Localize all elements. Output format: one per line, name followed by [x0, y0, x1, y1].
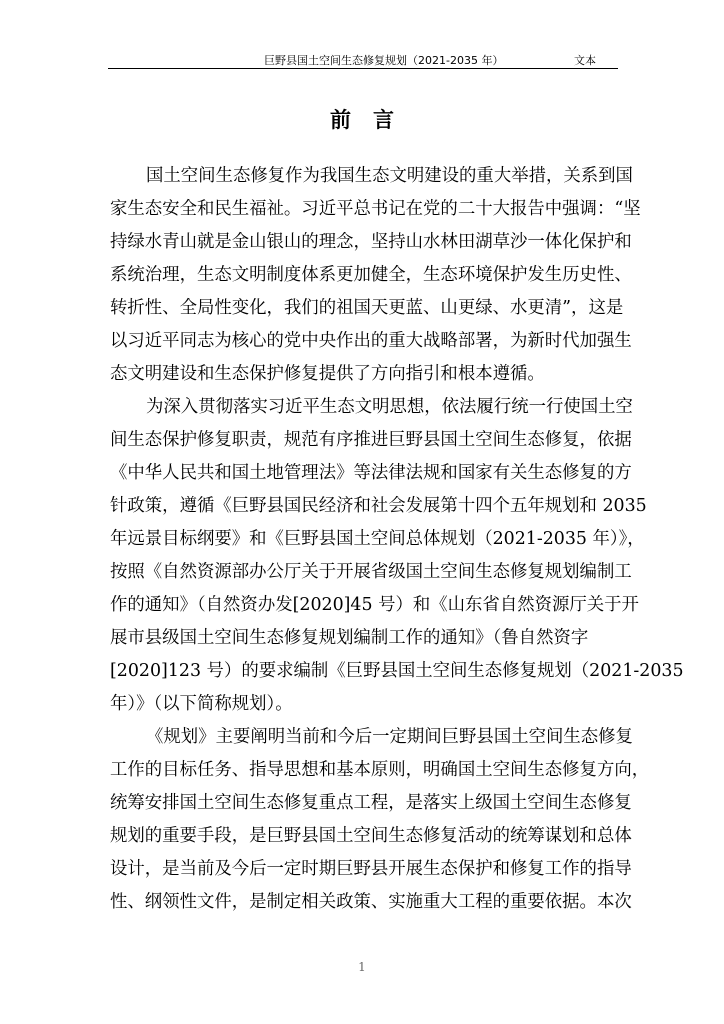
paragraph-line: 国土空间生态修复作为我国生态文明建设的重大举措，关系到国 — [146, 166, 633, 186]
body-text — [110, 160, 684, 919]
paragraph-line: 态文明建设和生态保护修复提供了方向指引和根本遵循。 — [110, 364, 545, 384]
paragraph-line: 统筹安排国土空间生态修复重点工程，是落实上级国土空间生态修复 — [110, 793, 632, 813]
paragraph-line: [2020]123 号）的要求编制《巨野县国土空间生态修复规划（2021-2035 — [110, 661, 684, 681]
paragraph-line: 针政策，遵循《巨野县国民经济和社会发展第十四个五年规划和 2035 — [110, 496, 647, 516]
paragraph-line: 性、纲领性文件，是制定相关政策、实施重大工程的重要依据。本次 — [110, 892, 632, 912]
paragraph-line: 《中华人民共和国土地管理法》等法律法规和国家有关生态修复的方 — [110, 463, 632, 483]
paragraph-line: 系统治理，生态文明制度体系更加健全，生态环境保护发生历史性、 — [110, 265, 632, 285]
paragraph-line: 规划的重要手段，是巨野县国土空间生态修复活动的统筹谋划和总体 — [110, 826, 632, 846]
paragraph-line: 工作的目标任务、指导思想和基本原则，明确国土空间生态修复方向， — [110, 760, 650, 780]
page-number: 1 — [358, 960, 366, 974]
paragraph-line: 间生态保护修复职责，规范有序推进巨野县国土空间生态修复，依据 — [110, 430, 632, 450]
paragraph-2 — [110, 391, 684, 721]
paragraph-line: 为深入贯彻落实习近平生态文明思想，依法履行统一行使国土空 — [146, 397, 633, 417]
paragraph-line: 以习近平同志为核心的党中央作出的重大战略部署，为新时代加强生 — [110, 331, 632, 351]
paragraph-line: 设计，是当前及今后一定时期巨野县开展生态保护和修复工作的指导 — [110, 859, 632, 879]
running-header — [108, 50, 618, 70]
header-rule — [108, 68, 618, 69]
paragraph-line: 持绿水青山就是金山银山的理念，坚持山水林田湖草沙一体化保护和 — [110, 232, 632, 252]
paragraph-line: 《规划》主要阐明当前和今后一定期间巨野县国土空间生态修复 — [146, 727, 633, 747]
paragraph-line: 作的通知》（自然资办发[2020]45 号）和《山东省自然资源厅关于开 — [110, 595, 639, 615]
paragraph-line: 家生态安全和民生福祉。习近平总书记在党的二十大报告中强调：“坚 — [110, 199, 641, 219]
paragraph-1 — [110, 160, 641, 391]
paragraph-line: 年）》（以下简称规划）。 — [110, 694, 293, 714]
header-title: 巨野县国土空间生态修复规划（2021-2035 年） — [264, 54, 504, 67]
paragraph-line: 按照《自然资源部办公厅关于开展省级国土空间生态修复规划编制工 — [110, 562, 632, 582]
paragraph-line: 年远景目标纲要》和《巨野县国土空间总体规划（2021-2035 年）》， — [110, 529, 645, 549]
section-heading: 前言 — [330, 108, 416, 132]
paragraph-line: 展市县级国土空间生态修复规划编制工作的通知》（鲁自然资字 — [110, 628, 589, 648]
header-label: 文本 — [574, 54, 596, 67]
paragraph-3 — [110, 721, 650, 919]
paragraph-line: 转折性、全局性变化，我们的祖国天更蓝、山更绿、水更清”，这是 — [110, 298, 624, 318]
